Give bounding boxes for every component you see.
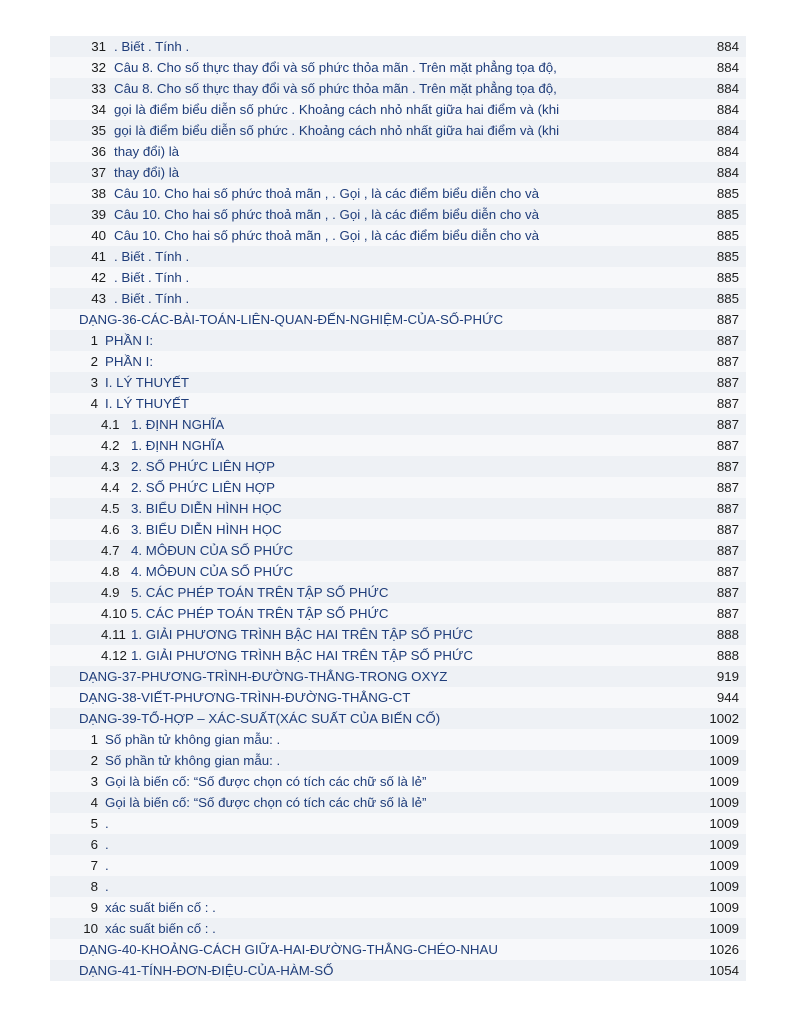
toc-entry-label	[50, 732, 280, 747]
toc-entry-title: Câu 10. Cho hai số phức thoả mãn , . Gọi , là các điểm biểu diễn cho và	[114, 228, 540, 243]
toc-entry-title: Câu 8. Cho số thực thay đổi và số phức thỏa mãn . Trên mặt phẳng tọa độ,	[114, 81, 557, 96]
toc-entry-title: 1. GIẢI PHƯƠNG TRÌNH BẬC HAI TRÊN TẬP SỐ PHỨC	[131, 648, 473, 663]
toc-page-number: 884	[716, 102, 739, 117]
toc-entry-title: Câu 10. Cho hai số phức thoả mãn , . Gọi , là các điểm biểu diễn cho và	[114, 207, 540, 222]
toc-entry-title: 4. MÔĐUN CỦA SỐ PHỨC	[131, 564, 294, 579]
toc-entry-link[interactable]	[50, 225, 746, 246]
toc-entry-link[interactable]	[50, 792, 746, 813]
toc-entry-title: DẠNG-38-VIẾT-PHƯƠNG-TRÌNH-ĐƯỜNG-THẲNG-CT	[79, 690, 411, 705]
toc-entry-link[interactable]	[50, 813, 746, 834]
toc-entry-label	[50, 123, 559, 138]
toc-entry-number: 4.12	[101, 648, 127, 663]
toc-entry-title: 4. MÔĐUN CỦA SỐ PHỨC	[131, 543, 294, 558]
toc-entry-link[interactable]	[50, 393, 746, 414]
toc-entry-label	[50, 480, 275, 495]
toc-entry-number: 38	[91, 186, 106, 201]
toc-page-number: 887	[716, 312, 739, 327]
toc-entry-title: Câu 10. Cho hai số phức thoả mãn , . Gọi , là các điểm biểu diễn cho và	[114, 186, 540, 201]
toc-page-number: 888	[716, 627, 739, 642]
toc-entry-label	[50, 963, 333, 978]
toc-entry-title: gọi là điểm biểu diễn số phức . Khoảng cách nhỏ nhất giữa hai điểm và (khi	[114, 123, 560, 138]
toc-entry-title: Gọi là biến cố: “Số được chọn có tích các chữ số là lẻ”	[105, 795, 427, 810]
toc-page-number: 884	[716, 60, 739, 75]
toc-entry-label	[50, 753, 280, 768]
toc-page-number: 887	[716, 606, 739, 621]
toc-section-link[interactable]	[50, 687, 746, 708]
toc-entry-link[interactable]	[50, 36, 746, 57]
toc-page-number: 887	[716, 585, 739, 600]
toc-page-number: 885	[716, 207, 739, 222]
toc-page-number: 884	[716, 39, 739, 54]
toc-entry-link[interactable]	[50, 582, 746, 603]
toc-entry-label	[50, 501, 282, 516]
toc-entry-number: 40	[91, 228, 106, 243]
toc-section-link[interactable]	[50, 939, 746, 960]
toc-entry-label	[50, 165, 179, 180]
toc-entry-number: 4.7	[101, 543, 120, 558]
toc-entry-number: 36	[91, 144, 106, 159]
toc-entry-link[interactable]	[50, 204, 746, 225]
toc-entry-title: .	[105, 858, 109, 873]
toc-entry-link[interactable]	[50, 645, 746, 666]
toc-entry-label	[50, 291, 189, 306]
toc-page-number: 887	[716, 501, 739, 516]
toc-entry-number: 35	[91, 123, 106, 138]
toc-page-number: 885	[716, 291, 739, 306]
toc-entry-link[interactable]	[50, 246, 746, 267]
toc-entry-number: 43	[91, 291, 106, 306]
toc-entry-number: 4.6	[101, 522, 120, 537]
toc-entry-title: .	[105, 837, 109, 852]
toc-entry-title: .	[105, 816, 109, 831]
toc-entry-number: 4.11	[101, 627, 126, 642]
toc-entry-title: 3. BIỂU DIỄN HÌNH HỌC	[131, 501, 282, 516]
toc-entry-number: 4.3	[101, 459, 120, 474]
toc-entry-number: 4.8	[101, 564, 120, 579]
toc-entry-number: 4.2	[101, 438, 120, 453]
toc-entry-number: 7	[90, 858, 98, 873]
toc-entry-number: 4.5	[101, 501, 120, 516]
toc-entry-link[interactable]	[50, 498, 746, 519]
toc-entry-title: DẠNG-37-PHƯƠNG-TRÌNH-ĐƯỜNG-THẲNG-TRONG OXYZ	[79, 669, 448, 684]
toc-entry-link[interactable]	[50, 99, 746, 120]
toc-entry-label	[50, 81, 557, 96]
toc-page-number: 884	[716, 165, 739, 180]
toc-section-link[interactable]	[50, 960, 746, 981]
toc-page-number: 885	[716, 186, 739, 201]
toc-entry-label	[50, 921, 216, 936]
toc-entry-label	[50, 375, 189, 390]
toc-entry-label	[50, 333, 153, 348]
toc-entry-link[interactable]	[50, 897, 746, 918]
toc-entry-number: 10	[83, 921, 98, 936]
toc-entry-title: DẠNG-41-TÍNH-ĐƠN-ĐIỆU-CỦA-HÀM-SỐ	[79, 963, 334, 978]
toc-entry-number: 41	[91, 249, 106, 264]
toc-page-number: 887	[716, 354, 739, 369]
toc-entry-link[interactable]	[50, 918, 746, 939]
toc-entry-title: 2. SỐ PHỨC LIÊN HỢP	[131, 459, 275, 474]
toc-entry-title: xác suất biến cố : .	[105, 921, 216, 936]
toc-entry-link[interactable]	[50, 435, 746, 456]
toc-entry-title: . Biết . Tính .	[114, 270, 190, 285]
toc-page-number: 1026	[709, 942, 739, 957]
toc-entry-label	[50, 102, 559, 117]
toc-entry-title: thay đổi) là	[114, 144, 180, 159]
toc-entry-label	[50, 186, 539, 201]
toc-entry-number: 33	[91, 81, 106, 96]
toc-entry-title: xác suất biến cố : .	[105, 900, 216, 915]
toc-page-number: 884	[716, 123, 739, 138]
toc-entry-title: DẠNG-40-KHOẢNG-CÁCH GIỮA-HAI-ĐƯỜNG-THẲNG-CHÉO-NHAU	[79, 942, 498, 957]
toc-entry-link[interactable]	[50, 351, 746, 372]
toc-entry-number: 31	[91, 39, 106, 54]
toc-page-number: 1009	[709, 732, 739, 747]
toc-entry-link[interactable]	[50, 729, 746, 750]
toc-entry-label	[50, 690, 410, 705]
toc-entry-title: PHẦN I:	[105, 333, 154, 348]
toc-entry-number: 2	[90, 354, 98, 369]
toc-entry-number: 4.9	[101, 585, 120, 600]
toc-entry-label	[50, 858, 109, 873]
toc-entry-label	[50, 354, 153, 369]
toc-entry-title: 3. BIỂU DIỄN HÌNH HỌC	[131, 522, 282, 537]
toc-entry-link[interactable]	[50, 120, 746, 141]
toc-entry-number: 37	[91, 165, 106, 180]
toc-entry-title: I. LÝ THUYẾT	[105, 375, 189, 390]
toc-page-number: 1009	[709, 837, 739, 852]
toc-page-number: 887	[716, 375, 739, 390]
toc-entry-title: . Biết . Tính .	[114, 39, 190, 54]
toc-entry-link[interactable]	[50, 771, 746, 792]
toc-entry-label	[50, 879, 109, 894]
toc-section-link[interactable]	[50, 309, 746, 330]
toc-entry-link[interactable]	[50, 876, 746, 897]
toc-entry-label	[50, 942, 498, 957]
toc-entry-title: 1. GIẢI PHƯƠNG TRÌNH BẬC HAI TRÊN TẬP SỐ PHỨC	[131, 627, 473, 642]
toc-entry-link[interactable]	[50, 624, 746, 645]
toc-entry-number: 4	[90, 396, 98, 411]
toc-page-number: 888	[716, 648, 739, 663]
toc-entry-link[interactable]	[50, 267, 746, 288]
toc-page-number: 885	[716, 228, 739, 243]
toc-page-number: 887	[716, 480, 739, 495]
toc-entry-link[interactable]	[50, 288, 746, 309]
toc-entry-title: Gọi là biến cố: “Số được chọn có tích các chữ số là lẻ”	[105, 774, 427, 789]
toc-entry-label	[50, 312, 503, 327]
toc-entry-label	[50, 144, 179, 159]
toc-entry-number: 6	[90, 837, 98, 852]
toc-entry-title: Số phần tử không gian mẫu: .	[105, 732, 281, 747]
toc-page-number: 887	[716, 438, 739, 453]
toc-entry-title: DẠNG-36-CÁC-BÀI-TOÁN-LIÊN-QUAN-ĐẾN-NGHIỆM-CỦA-SỐ-PHỨC	[79, 312, 504, 327]
toc-entry-title: 5. CÁC PHÉP TOÁN TRÊN TẬP SỐ PHỨC	[131, 606, 389, 621]
toc-page-number: 887	[716, 564, 739, 579]
toc-entry-number: 5	[90, 816, 98, 831]
toc-entry-link[interactable]	[50, 750, 746, 771]
toc-entry-link[interactable]	[50, 330, 746, 351]
toc-entry-link[interactable]	[50, 57, 746, 78]
toc-entry-label	[50, 249, 189, 264]
toc-entry-link[interactable]	[50, 78, 746, 99]
toc-entry-number: 4.4	[101, 480, 120, 495]
toc-entry-number: 32	[91, 60, 106, 75]
toc-entry-link[interactable]	[50, 456, 746, 477]
toc-entry-link[interactable]	[50, 372, 746, 393]
toc-entry-label	[50, 648, 473, 663]
toc-entry-label	[50, 711, 440, 726]
toc-entry-label	[50, 396, 189, 411]
toc-entry-link[interactable]	[50, 477, 746, 498]
toc-entry-link[interactable]	[50, 603, 746, 624]
toc-entry-label	[50, 543, 293, 558]
toc-entry-title: .	[105, 879, 109, 894]
toc-entry-link[interactable]	[50, 414, 746, 435]
toc-entry-title: 1. ĐỊNH NGHĨA	[131, 438, 225, 453]
toc-entry-number: 39	[91, 207, 106, 222]
toc-page-number: 919	[716, 669, 739, 684]
toc-page-number: 1009	[709, 858, 739, 873]
toc-entry-label	[50, 438, 224, 453]
toc-page-number: 1009	[709, 753, 739, 768]
toc-entry-title: thay đổi) là	[114, 165, 180, 180]
toc-entry-label	[50, 60, 557, 75]
toc-entry-label	[50, 459, 275, 474]
toc-page-number: 887	[716, 543, 739, 558]
table-of-contents	[50, 36, 746, 981]
toc-entry-title: . Biết . Tính .	[114, 249, 190, 264]
toc-entry-label	[50, 816, 109, 831]
toc-page-number: 944	[716, 690, 739, 705]
toc-page-number: 1009	[709, 921, 739, 936]
toc-section-link[interactable]	[50, 708, 746, 729]
toc-page-number: 887	[716, 522, 739, 537]
toc-page-number: 1009	[709, 816, 739, 831]
toc-entry-number: 3	[90, 375, 98, 390]
toc-entry-label	[50, 417, 224, 432]
toc-page-number: 887	[716, 417, 739, 432]
toc-page-number: 1009	[709, 795, 739, 810]
toc-entry-link[interactable]	[50, 561, 746, 582]
toc-entry-label	[50, 39, 189, 54]
toc-entry-link[interactable]	[50, 183, 746, 204]
toc-entry-label	[50, 228, 539, 243]
toc-entry-label	[50, 627, 473, 642]
toc-page-number: 1009	[709, 774, 739, 789]
toc-entry-title: 5. CÁC PHÉP TOÁN TRÊN TẬP SỐ PHỨC	[131, 585, 389, 600]
toc-entry-title: gọi là điểm biểu diễn số phức . Khoảng cách nhỏ nhất giữa hai điểm và (khi	[114, 102, 560, 117]
toc-entry-label	[50, 522, 282, 537]
toc-entry-label	[50, 564, 293, 579]
toc-page-number: 885	[716, 249, 739, 264]
toc-entry-title: 2. SỐ PHỨC LIÊN HỢP	[131, 480, 275, 495]
toc-entry-number: 42	[91, 270, 106, 285]
toc-entry-link[interactable]	[50, 834, 746, 855]
toc-entry-title: 1. ĐỊNH NGHĨA	[131, 417, 225, 432]
toc-entry-number: 4	[90, 795, 98, 810]
toc-entry-link[interactable]	[50, 141, 746, 162]
toc-page-number: 1002	[709, 711, 739, 726]
toc-entry-label	[50, 795, 426, 810]
toc-entry-number: 34	[91, 102, 106, 117]
toc-entry-link[interactable]	[50, 162, 746, 183]
toc-entry-label	[50, 669, 447, 684]
toc-entry-title: Câu 8. Cho số thực thay đổi và số phức thỏa mãn . Trên mặt phẳng tọa độ,	[114, 60, 557, 75]
toc-entry-number: 4.1	[101, 417, 120, 432]
toc-page-number: 1009	[709, 900, 739, 915]
toc-entry-label	[50, 585, 388, 600]
toc-entry-label	[50, 837, 109, 852]
toc-entry-title: PHẦN I:	[105, 354, 154, 369]
toc-page-number: 885	[716, 270, 739, 285]
toc-entry-title: Số phần tử không gian mẫu: .	[105, 753, 281, 768]
toc-entry-label	[50, 606, 388, 621]
toc-entry-number: 1	[90, 333, 98, 348]
toc-entry-number: 3	[90, 774, 98, 789]
toc-entry-label	[50, 270, 189, 285]
toc-entry-number: 8	[90, 879, 98, 894]
toc-page-number: 1009	[709, 879, 739, 894]
toc-entry-title: I. LÝ THUYẾT	[105, 396, 189, 411]
toc-entry-link[interactable]	[50, 855, 746, 876]
toc-page-number: 887	[716, 396, 739, 411]
toc-entry-link[interactable]	[50, 540, 746, 561]
toc-entry-number: 9	[90, 900, 98, 915]
toc-entry-title: DẠNG-39-TỔ-HỢP – XÁC-SUẤT(XÁC SUẤT CỦA BIẾN CỐ)	[79, 711, 441, 726]
toc-page-number: 1054	[709, 963, 739, 978]
toc-entry-label	[50, 774, 426, 789]
toc-page-number: 887	[716, 333, 739, 348]
toc-page-number: 884	[716, 81, 739, 96]
toc-entry-label	[50, 900, 216, 915]
toc-entry-number: 2	[90, 753, 98, 768]
toc-section-link[interactable]	[50, 666, 746, 687]
toc-entry-number: 1	[90, 732, 98, 747]
toc-entry-title: . Biết . Tính .	[114, 291, 190, 306]
toc-page-number: 884	[716, 144, 739, 159]
toc-page-number: 887	[716, 459, 739, 474]
toc-entry-link[interactable]	[50, 519, 746, 540]
toc-entry-label	[50, 207, 539, 222]
toc-entry-number: 4.10	[101, 606, 127, 621]
